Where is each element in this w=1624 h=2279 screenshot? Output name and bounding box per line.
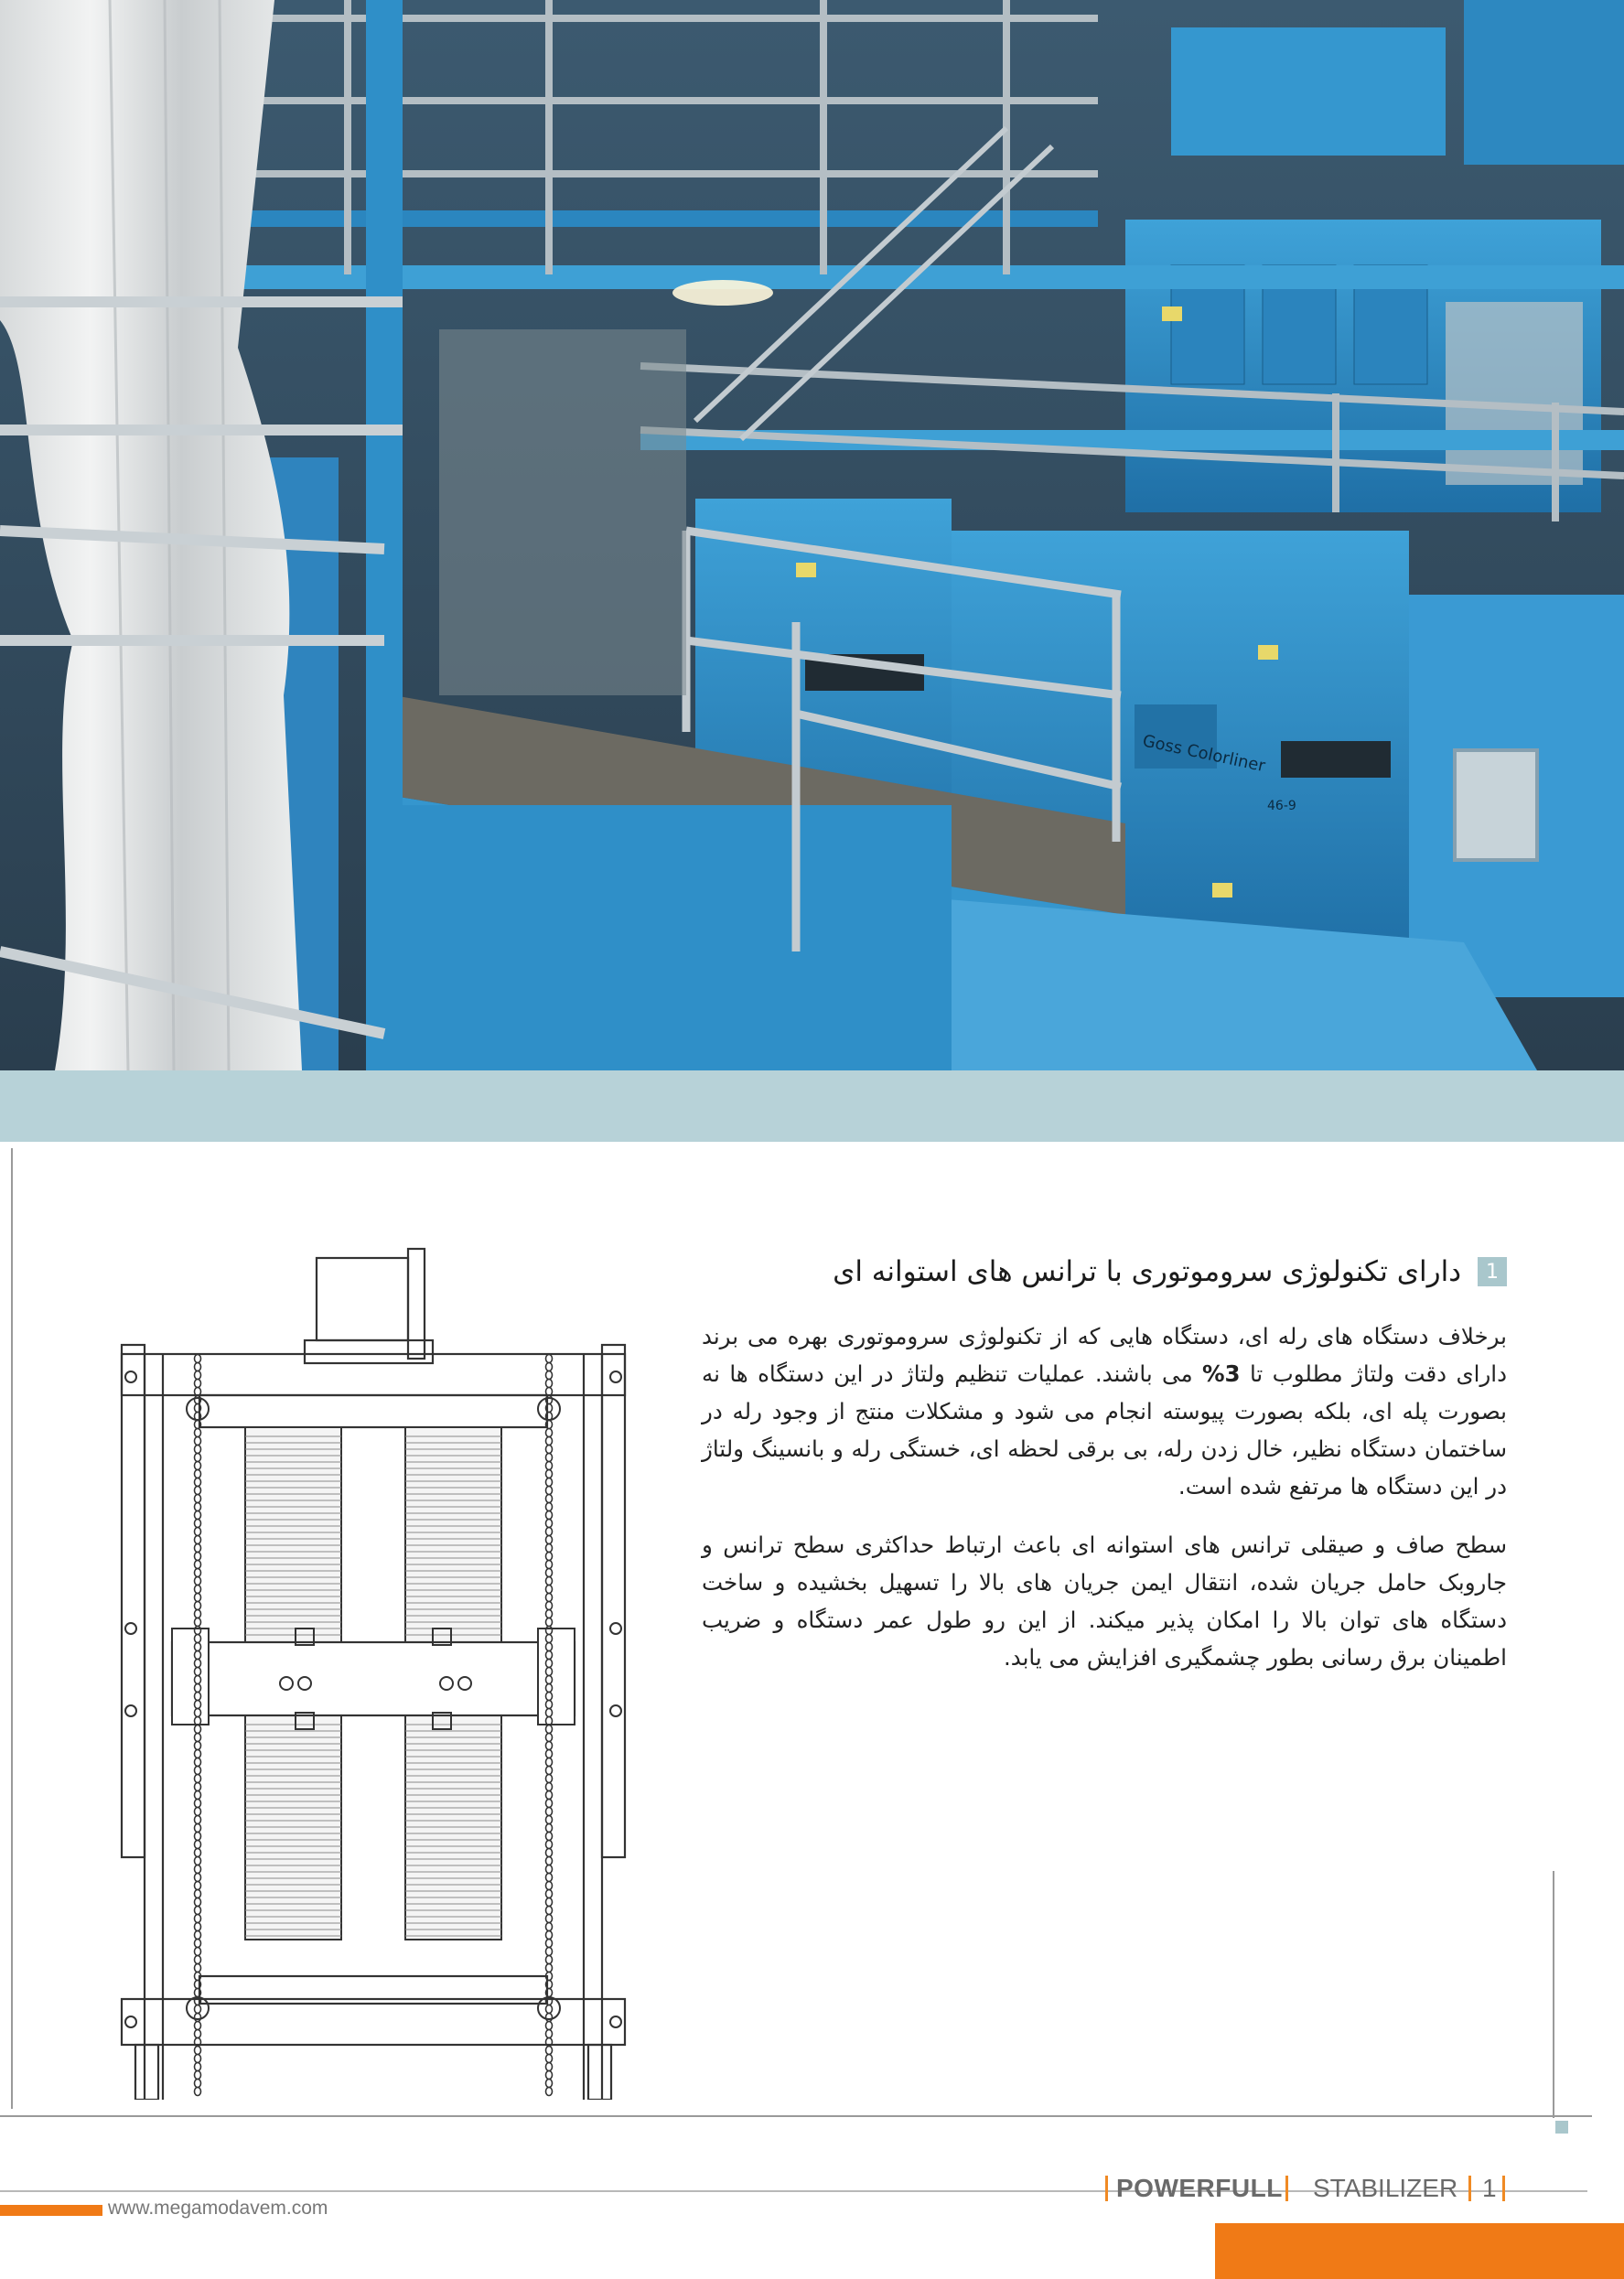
- servo-motor: [317, 1258, 408, 1340]
- orange-accent-block-right: [1215, 2223, 1624, 2279]
- accent-band: [0, 1070, 1624, 1142]
- right-margin-line: [1553, 1871, 1554, 2118]
- section-number-badge: 1: [1478, 1257, 1507, 1286]
- printing-press-illustration: [0, 0, 1624, 1070]
- footer-divider: [0, 2115, 1592, 2117]
- hero-photo: [0, 0, 1624, 1070]
- unit-number: 46-9: [1267, 799, 1296, 813]
- section-heading-row: [500, 1249, 1507, 1295]
- machine-label: Goss Colorliner: [1140, 731, 1267, 777]
- footer-separator: [1502, 2176, 1505, 2201]
- paragraph-1-part1: برخلاف دستگاه های رله ای، دستگاه هایی که از تکنولوژی سروموتوری بهره می برند دارای دقت ولتاژ مطلوب تا: [702, 1323, 1507, 1387]
- brand-powerfull: POWERFULL: [1116, 2174, 1283, 2202]
- website-url[interactable]: www.megamodavem.com: [108, 2198, 328, 2219]
- footer-separator: [1468, 2176, 1471, 2201]
- orange-accent-bar-left: [0, 2205, 102, 2216]
- accuracy-value: 3%: [1201, 1360, 1241, 1387]
- paragraph-1: [702, 1317, 1507, 1505]
- page-number: 1: [1482, 2174, 1497, 2202]
- middle-yoke: [172, 1642, 575, 1715]
- paragraph-2: سطح صاف و صیقلی ترانس های استوانه ای باعث ارتباط حداکثری سطح ترانس و جاروبک حامل جریان شده، انتقال ایمن جریان های بالا را تسهیل بخشیده و ساخت دستگاه های توان بالا را امکان پذیر میکند. از این رو طول عمر دستگاه و ضریب اطمینان برق رسانی بطور چشمگیری افزایش می یابد.: [702, 1532, 1507, 1671]
- corner-square: [1555, 2121, 1568, 2134]
- footer-separator: [1285, 2176, 1288, 2201]
- footer-separator: [1105, 2176, 1108, 2201]
- transformer-technical-drawing: [117, 1244, 629, 2100]
- section-title: دارای تکنولوژی سروموتوری با ترانس های استوانه ای: [833, 1255, 1461, 1288]
- brand-stabilizer: STABILIZER: [1313, 2174, 1458, 2202]
- paragraph-1-part2: می باشند. عملیات تنظیم ولتاژ در این دستگاه ها نه بصورت پله ای، بلکه بصورت پیوسته انجام می شود و مشکلات منتج از وجود رله در ساختمان دستگاه نظیر، خال زدن رله، بی برقی لحظه ای، خستگی رله و بانسینگ ولتاژ در این دستگاه ها مرتفع شده است.: [702, 1360, 1507, 1500]
- left-margin-line: [11, 1148, 13, 2109]
